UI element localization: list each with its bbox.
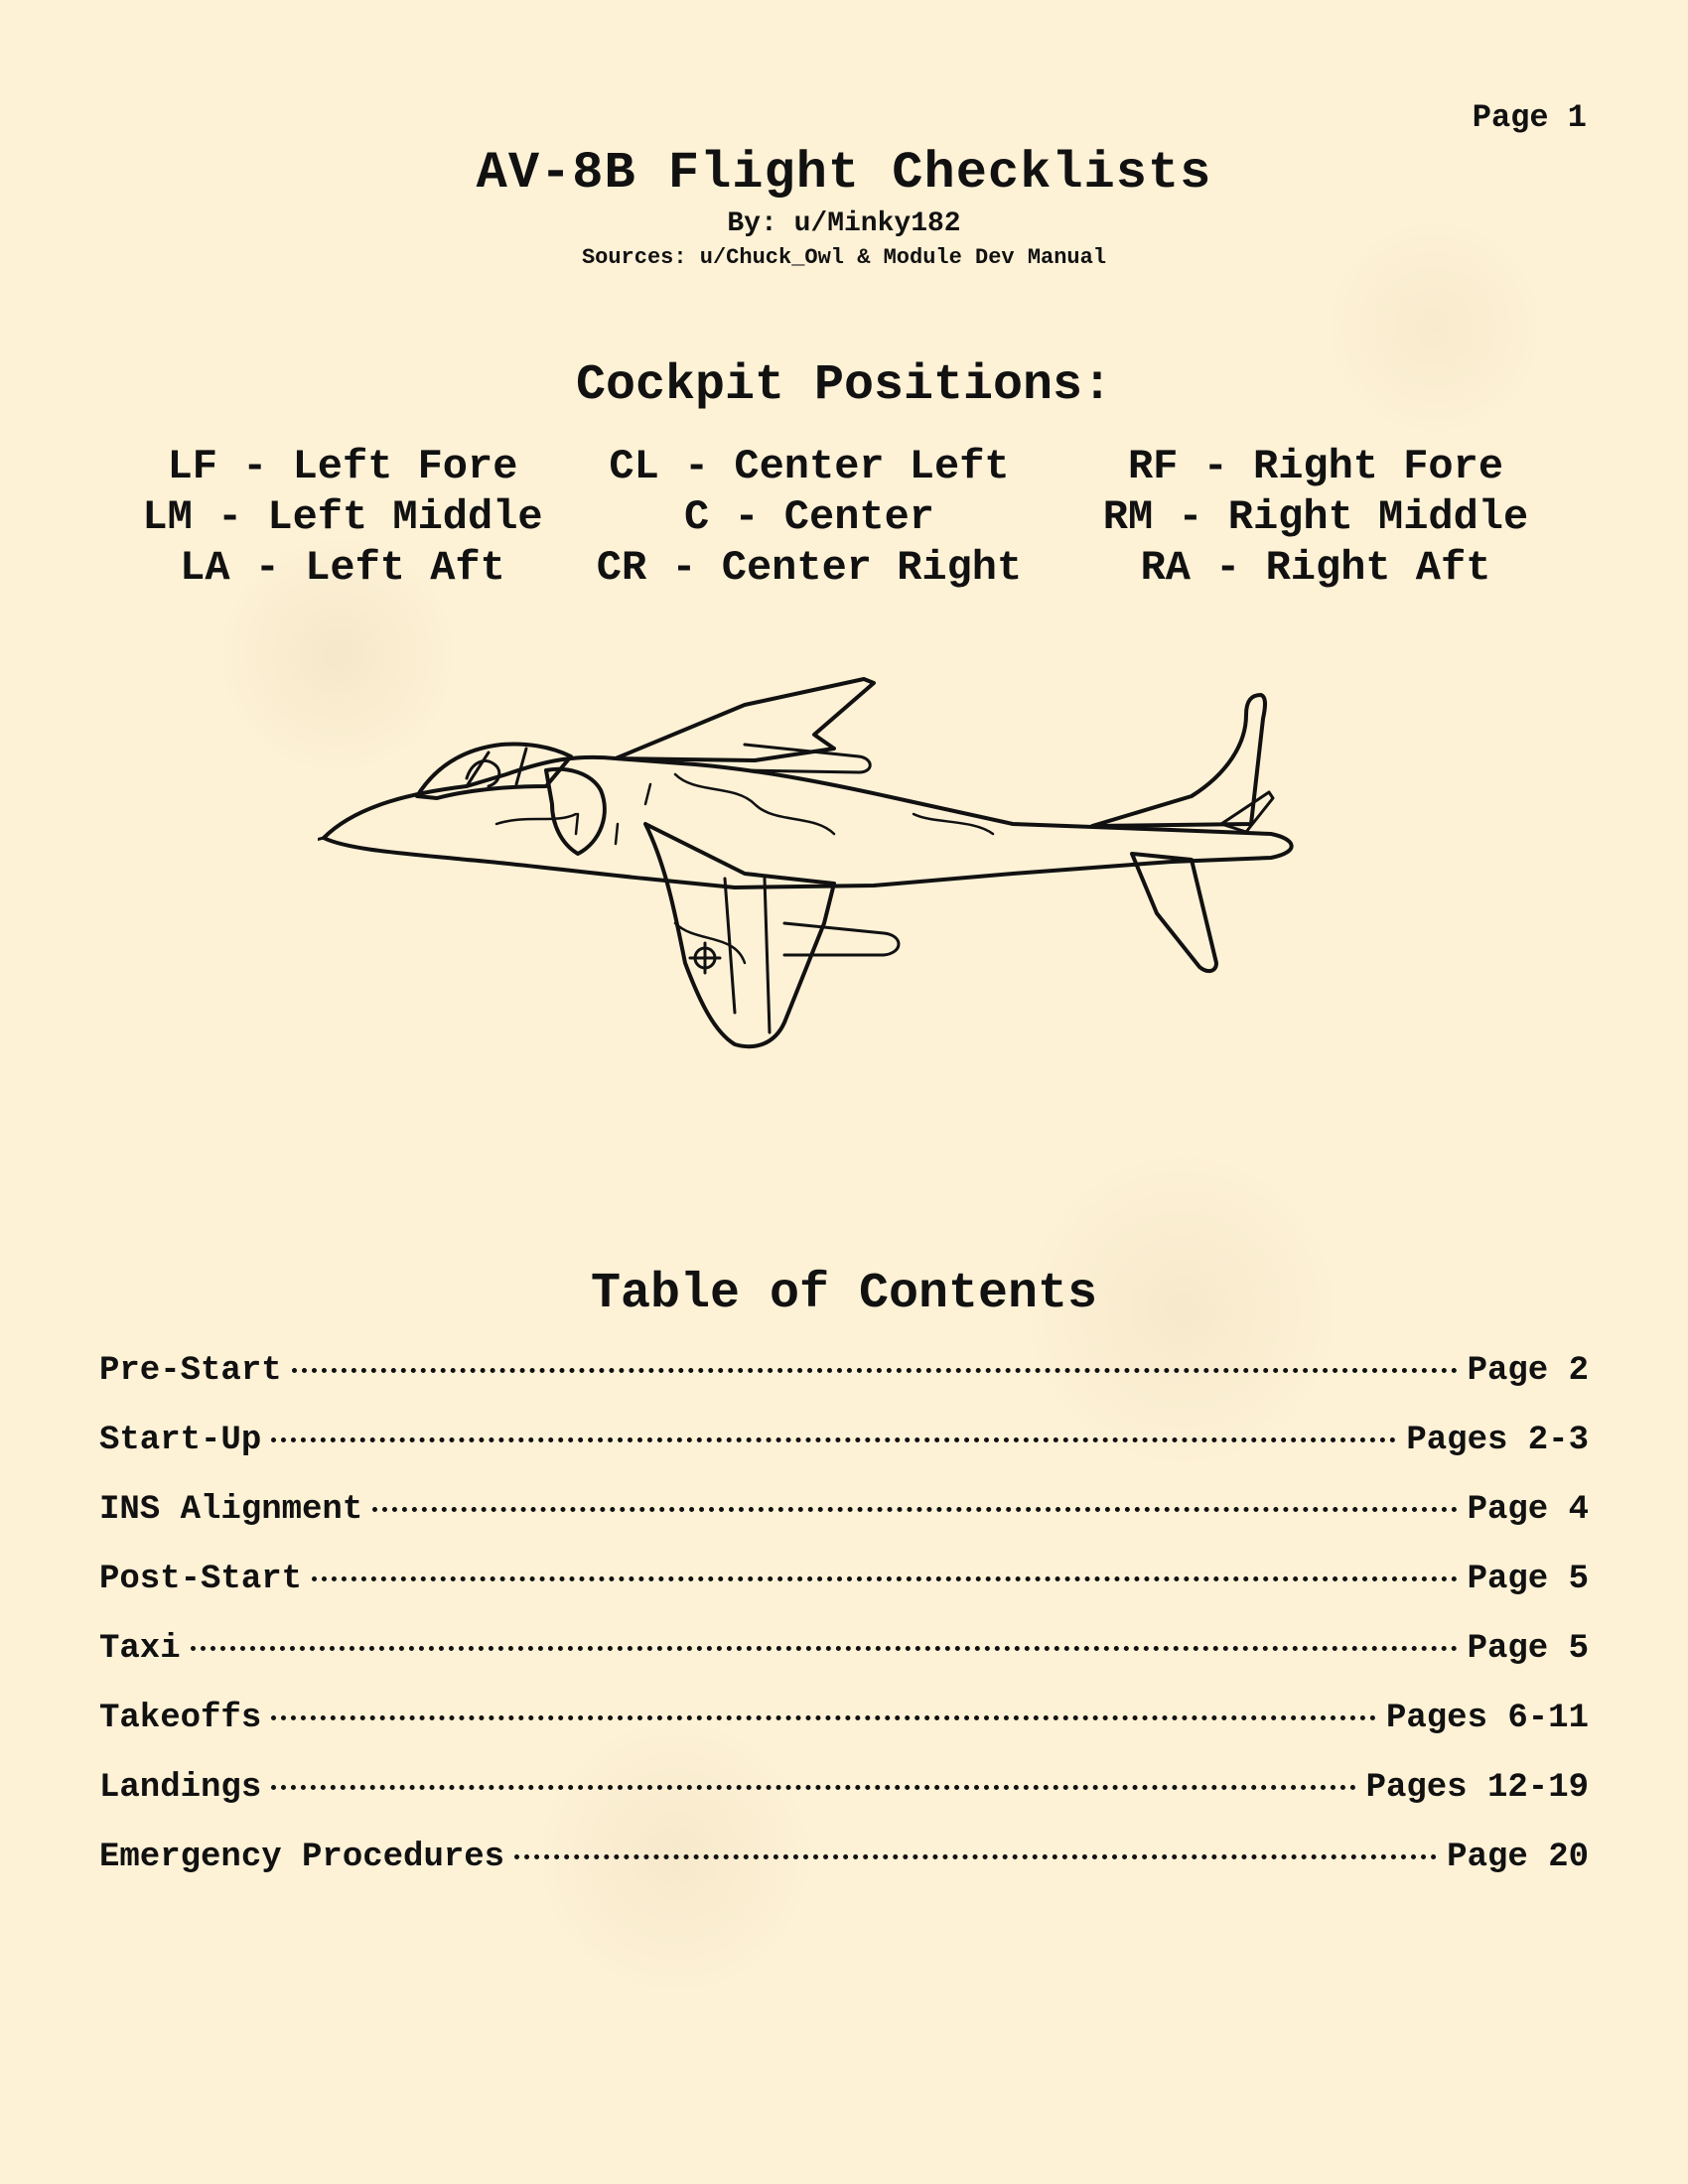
- toc-leader-dots: [312, 1576, 1458, 1581]
- roundel-star: [690, 943, 720, 973]
- wing-lower: [645, 824, 834, 1046]
- toc-entry-page: Pages 6-11: [1385, 1700, 1589, 1737]
- toc-entry[interactable]: [99, 1352, 1589, 1422]
- position-center-left: CL - Center Left: [609, 443, 1010, 490]
- toc-leader-dots: [292, 1368, 1458, 1373]
- table-of-contents-heading: Table of Contents: [590, 1266, 1098, 1322]
- toc-entry[interactable]: [99, 1769, 1589, 1839]
- document-title: AV-8B Flight Checklists: [476, 144, 1212, 203]
- toc-entry-page: Page 2: [1467, 1352, 1589, 1390]
- toc-leader-dots: [271, 1715, 1376, 1720]
- toc-entry-label: Taxi: [99, 1630, 181, 1668]
- position-left-fore: LF - Left Fore: [167, 443, 518, 490]
- wing-lower-store: [784, 923, 899, 955]
- page-number: Page 1: [1472, 99, 1587, 136]
- position-center: C - Center: [683, 493, 935, 541]
- toc-entry-label: Start-Up: [99, 1422, 262, 1459]
- position-left-aft: LA - Left Aft: [180, 544, 505, 592]
- toc-entry-page: Page 20: [1447, 1839, 1589, 1876]
- toc-leader-dots: [191, 1646, 1458, 1651]
- toc-leader-dots: [514, 1854, 1437, 1859]
- toc-entry-page: Pages 2-3: [1406, 1422, 1589, 1459]
- toc-entry[interactable]: [99, 1422, 1589, 1491]
- position-center-right: CR - Center Right: [596, 544, 1023, 592]
- toc-entry-page: Page 5: [1467, 1561, 1589, 1598]
- toc-entry-label: Post-Start: [99, 1561, 303, 1598]
- nose-probe: [318, 838, 324, 840]
- position-right-aft: RA - Right Aft: [1140, 544, 1491, 592]
- sources-line: Sources: u/Chuck_Owl & Module Dev Manual: [581, 245, 1107, 270]
- toc-entry[interactable]: [99, 1561, 1589, 1630]
- toc-leader-dots: [271, 1785, 1355, 1790]
- toc-leader-dots: [372, 1507, 1457, 1512]
- position-right-middle: RM - Right Middle: [1102, 493, 1529, 541]
- toc-entry-label: Emergency Procedures: [99, 1839, 505, 1876]
- cockpit-positions-heading: Cockpit Positions:: [575, 357, 1113, 414]
- wing-upper: [616, 679, 874, 760]
- author-byline: By: u/Minky182: [727, 208, 961, 239]
- wing-lower-pylon: [725, 879, 770, 1032]
- toc-entry-label: Takeoffs: [99, 1700, 262, 1737]
- toc-entry[interactable]: [99, 1491, 1589, 1561]
- table-of-contents: [99, 1352, 1589, 1908]
- toc-entry-label: Landings: [99, 1769, 262, 1807]
- tail-fin: [1092, 695, 1265, 826]
- toc-entry-page: Pages 12-19: [1365, 1769, 1589, 1807]
- air-intake: [546, 769, 605, 854]
- position-right-fore: RF - Right Fore: [1127, 443, 1504, 490]
- toc-entry[interactable]: [99, 1700, 1589, 1769]
- toc-entry-page: Page 5: [1467, 1630, 1589, 1668]
- toc-entry-label: Pre-Start: [99, 1352, 282, 1390]
- toc-entry[interactable]: [99, 1630, 1589, 1700]
- aircraft-illustration: [318, 675, 1370, 1171]
- cockpit-positions-grid: [109, 444, 1589, 591]
- toc-entry[interactable]: [99, 1839, 1589, 1908]
- toc-leader-dots: [271, 1437, 1396, 1442]
- toc-entry-label: INS Alignment: [99, 1491, 363, 1529]
- panel-details: [576, 784, 650, 844]
- position-left-middle: LM - Left Middle: [142, 493, 543, 541]
- toc-entry-page: Page 4: [1467, 1491, 1589, 1529]
- horizontal-stabilizer: [1132, 854, 1216, 971]
